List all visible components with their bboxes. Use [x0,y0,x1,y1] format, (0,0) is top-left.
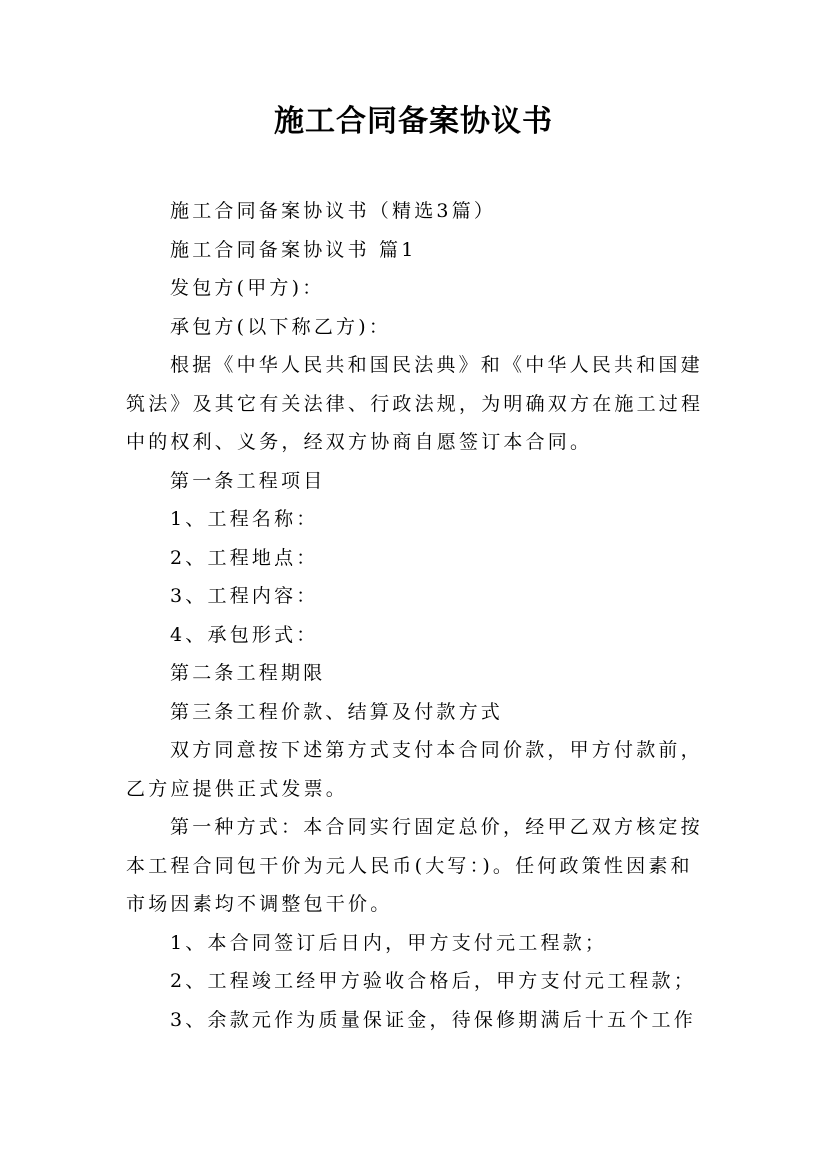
paragraph-line: 1、工程名称： [170,508,319,530]
paragraph-line: 双方同意按下述第方式支付本合同价款，甲方付款前， [170,739,703,761]
paragraph-line: 4、承包形式： [170,623,319,646]
paragraph-line: 3、工程内容： [170,585,319,607]
paragraph-line: 发包方(甲方)： [170,277,325,299]
paragraph-line: 第二条工程期限 [170,662,326,684]
paragraph-line: 第一种方式：本合同实行固定总价，经甲乙双方核定按 [170,816,703,838]
paragraph-line: 第三条工程价款、结算及付款方式 [170,700,504,723]
paragraph-line: 乙方应提供正式发票。 [126,777,349,800]
paragraph-line: 2、工程地点： [170,546,319,569]
paragraph-line: 1、本合同签订后日内，甲方支付元工程款； [170,931,608,954]
paragraph-line: 本工程合同包干价为元人民币(大写：)。任何政策性因素和 [126,854,693,877]
document-title: 施工合同备案协议书 [274,104,553,139]
paragraph-line: 市场因素均不调整包干价。 [126,893,393,915]
document-body [126,192,716,1039]
paragraph-line: 2、工程竣工经甲方验收合格后，甲方支付元工程款； [170,970,696,992]
paragraph-line: 承包方(以下称乙方)： [170,315,392,338]
paragraph-line: 施工合同备案协议书（精选3篇） [170,200,497,222]
paragraph-line: 3、余款元作为质量保证金，待保修期满后十五个工作 [170,1008,696,1031]
paragraph-line: 中的权利、义务，经双方协商自愿签订本合同。 [126,431,593,453]
paragraph-line: 根据《中华人民共和国民法典》和《中华人民共和国建 [170,354,703,376]
paragraph-line: 第一条工程项目 [170,469,326,492]
paragraph-line: 施工合同备案协议书 篇1 [170,238,417,261]
paragraph-line: 筑法》及其它有关法律、行政法规，为明确双方在施工过程 [126,392,704,415]
